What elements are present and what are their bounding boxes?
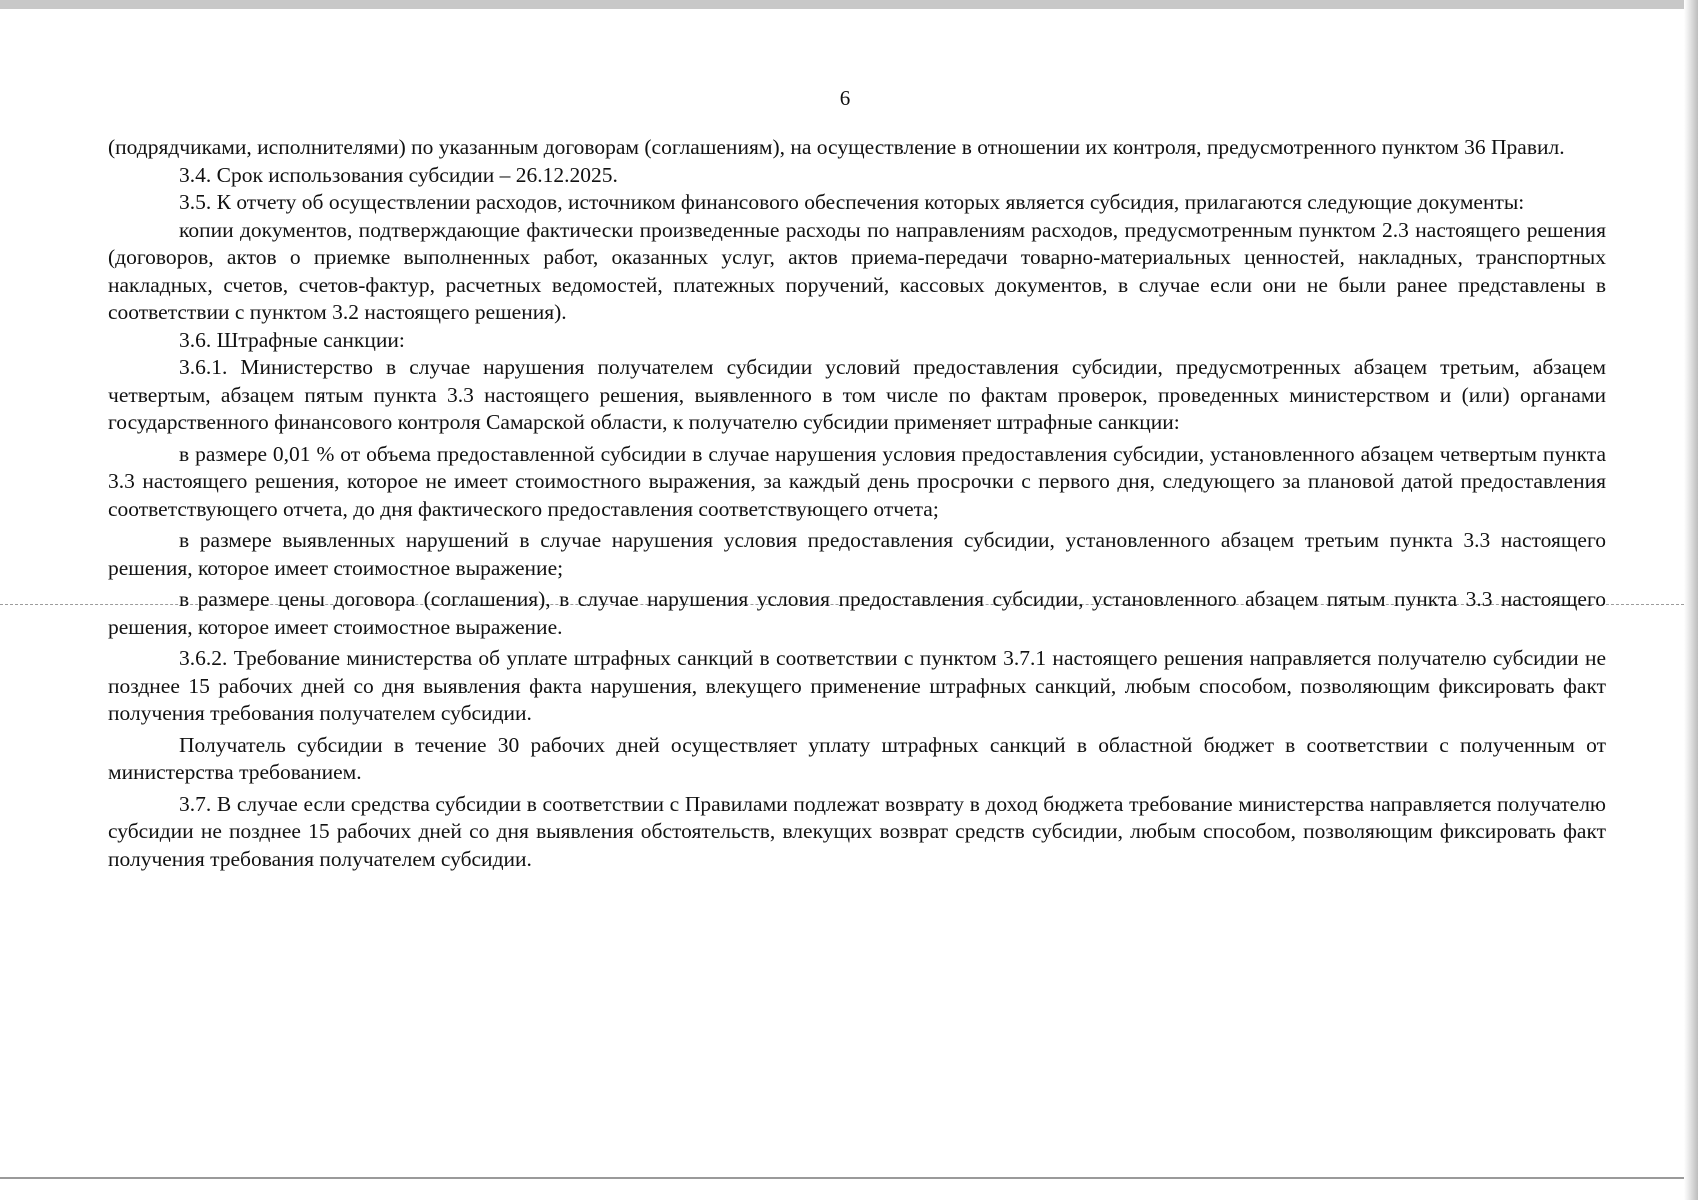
paragraph-3-4: 3.4. Срок использования субсидии – 26.12.2025. bbox=[179, 162, 618, 187]
paragraph-3-6-2: 3.6.2. Требование министерства об уплате штрафных санкций в соответствии с пунктом 3.7.1 настоящего решения направляется получателю субсидии не позднее 15 рабочих дней со дня выявления факта нарушения, влекущего применение штрафных санкций, любым способом, позволяющим фиксировать факт получения требования получателем субсидии. bbox=[108, 646, 1606, 725]
paragraph-penalty-0-01: в размере 0,01 % от объема предоставленной субсидии в случае нарушения условия предоставления субсидии, установленного абзацем четвертым пункта 3.3 настоящего решения, которое не имеет стоимостного выражения, за каждый день просрочки с первого дня, следующего за плановой датой предоставления соответствующего отчета, до дня фактического предоставления соответствующего отчета; bbox=[108, 441, 1606, 521]
paragraph-payment-term: Получатель субсидии в течение 30 рабочих дней осуществляет уплату штрафных санкций в областной бюджет в соответствии с полученным от министерства требованием. bbox=[108, 732, 1606, 784]
paragraph-3-5: 3.5. К отчету об осуществлении расходов, источником финансового обеспечения которых является субсидия, прилагаются следующие документы: bbox=[179, 190, 1525, 214]
scan-right-edge bbox=[1684, 0, 1698, 1200]
document-body bbox=[108, 134, 1606, 873]
paragraph-documents-list: копии документов, подтверждающие фактически произведенные расходы по направлениям расходов, предусмотренным пунктом 2.3 настоящего решения (договоров, актов о приемке выполненных работ, оказанных услуг, актов приема-передачи товарно-материальных ценностей, накладных, транспортных накладных, счетов, счетов-фактур, расчетных ведомостей, платежных поручений, кассовых документов, в случае если они не были ранее представлены в соответствии с пунктом 3.2 настоящего решения). bbox=[108, 217, 1606, 324]
scan-bottom-border bbox=[0, 1177, 1684, 1179]
paragraph-penalty-contract-price: в размере цены договора (соглашения), в случае нарушения условия предоставления субсидии, установленного абзацем пятым пункта 3.3 настоящего решения, которое имеет стоимостное выражение. bbox=[108, 587, 1606, 639]
paragraph-3-6: 3.6. Штрафные санкции: bbox=[179, 327, 405, 352]
paragraph-continuation: (подрядчиками, исполнителями) по указанным договорам (соглашениям), на осуществление в отношении их контроля, предусмотренного пунктом 36 Правил. bbox=[108, 135, 1565, 159]
paragraph-penalty-violations: в размере выявленных нарушений в случае нарушения условия предоставления субсидии, установленного абзацем третьим пункта 3.3 настоящего решения, которое имеет стоимостное выражение; bbox=[108, 528, 1606, 580]
paragraph-3-7: 3.7. В случае если средства субсидии в соответствии с Правилами подлежат возврату в доход бюджета требование министерства направляется получателю субсидии не позднее 15 рабочих дней со дня выявления обстоятельств, влекущих возврат средств субсидии, любым способом, позволяющим фиксировать факт получения требования получателем субсидии. bbox=[108, 791, 1606, 871]
paragraph-3-6-1: 3.6.1. Министерство в случае нарушения получателем субсидии условий предоставления субсидии, предусмотренных абзацем третьим, абзацем четвертым, абзацем пятым пункта 3.3 настоящего решения, выявленного в том числе по фактам проверок, проведенных министерством и (или) органами государственного финансового контроля Самарской области, к получателю субсидии применяет штрафные санкции: bbox=[108, 355, 1606, 434]
scan-top-border bbox=[0, 0, 1698, 9]
page-number: 6 bbox=[839, 86, 851, 110]
